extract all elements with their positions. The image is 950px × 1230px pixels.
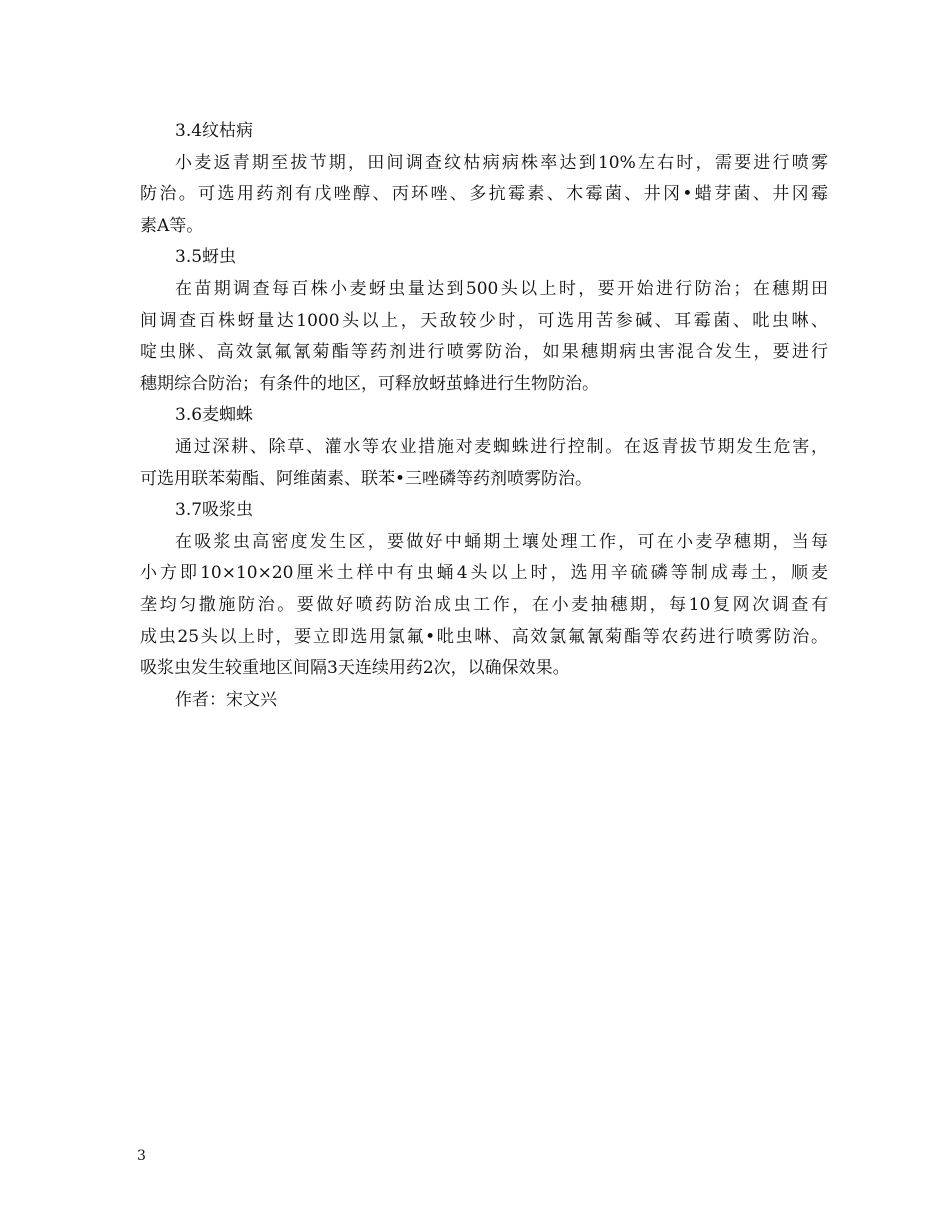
paragraph-line: 小麦返青期至拔节期，田间调查纹枯病病株率达到10%左右时，需要进行喷雾 — [175, 152, 828, 173]
section-heading-3-5: 3.5蚜虫 — [175, 247, 237, 268]
paragraph-line: 素A等。 — [140, 215, 204, 236]
paragraph-line: 间调查百株蚜量达1000头以上，天敌较少时，可选用苦参碱、耳霉菌、吡虫啉、 — [140, 310, 828, 331]
paragraph-line: 防治。可选用药剂有戊唑醇、丙环唑、多抗霉素、木霉菌、井冈•蜡芽菌、井冈霉 — [140, 184, 828, 205]
section-heading-3-4: 3.4纹枯病 — [175, 121, 254, 141]
section-heading-3-6: 3.6麦蜘蛛 — [175, 405, 254, 426]
paragraph-line: 穗期综合防治；有条件的地区，可释放蚜茧蜂进行生物防治。 — [140, 373, 599, 394]
paragraph-line: 成虫25头以上时，要立即选用氯氟•吡虫啉、高效氯氟氰菊酯等农药进行喷雾防治。 — [140, 626, 828, 647]
paragraph-line: 可选用联苯菊酯、阿维菌素、联苯•三唑磷等药剂喷雾防治。 — [140, 468, 593, 489]
section-heading-3-7: 3.7吸浆虫 — [175, 500, 254, 521]
paragraph-line: 垄均匀撒施防治。要做好喷药防治成虫工作，在小麦抽穗期，每10复网次调查有 — [140, 594, 828, 615]
author-line: 作者：宋文兴 — [175, 689, 277, 710]
paragraph-line: 通过深耕、除草、灌水等农业措施对麦蜘蛛进行控制。在返青拔节期发生危害， — [175, 436, 828, 457]
document-body — [140, 116, 828, 716]
paragraph-line: 啶虫脒、高效氯氟氰菊酯等药剂进行喷雾防治，如果穗期病虫害混合发生，要进行 — [140, 342, 828, 363]
paragraph-line: 在吸浆虫高密度发生区，要做好中蛹期土壤处理工作，可在小麦孕穗期，当每 — [175, 531, 828, 552]
paragraph-line: 在苗期调查每百株小麦蚜虫量达到500头以上时，要开始进行防治；在穗期田 — [175, 278, 828, 299]
paragraph-line: 小方即10×10×20厘米土样中有虫蛹4头以上时，选用辛硫磷等制成毒土，顺麦 — [140, 563, 828, 584]
page-number: 3 — [137, 1148, 146, 1164]
paragraph-line: 吸浆虫发生较重地区间隔3天连续用药2次，以确保效果。 — [140, 658, 570, 679]
